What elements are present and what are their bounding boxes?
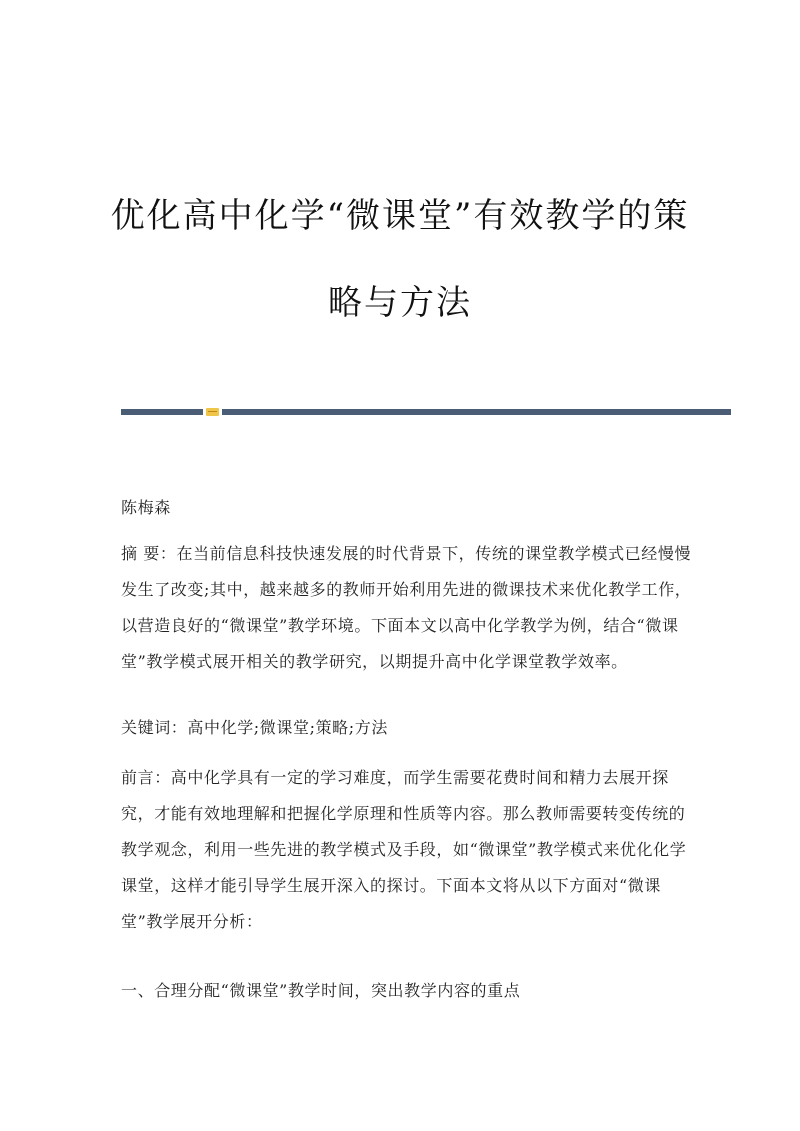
divider-bar-left — [121, 409, 203, 415]
section-heading-1: 一、合理分配“微课堂”教学时间，突出教学内容的重点 — [121, 981, 521, 1000]
divider-bar-right — [222, 409, 731, 415]
author-name: 陈梅森 — [121, 498, 171, 517]
keywords-line: 关键词：高中化学;微课堂;策略;方法 — [121, 718, 388, 737]
divider-ornament-icon — [206, 408, 219, 416]
title-line-2: 略与方法 — [328, 283, 472, 323]
title-line-1: 优化高中化学“微课堂”有效教学的策 — [110, 196, 690, 236]
title-divider — [121, 408, 731, 416]
preface-paragraph: 前言：高中化学具有一定的学习难度，而学生需要花费时间和精力去展开探究，才能有效地理解和把握化学原理和性质等内容。那么教师需要转变传统的教学观念，利用一些先进的教学模式及手段，如“微课堂”教学模式来优化化学课堂，这样才能引导学生展开深入的探讨。下面本文将从以下方面对“微课堂”教学展开分析： — [121, 768, 687, 931]
abstract-paragraph: 摘 要：在当前信息科技快速发展的时代背景下，传统的课堂教学模式已经慢慢发生了改变;其中，越来越多的教师开始利用先进的微课技术来优化教学工作，以营造良好的“微课堂”教学环境。下面本文以高中化学教学为例，结合“微课堂”教学模式展开相关的教学研究，以期提升高中化学课堂教学效率。 — [121, 544, 692, 671]
